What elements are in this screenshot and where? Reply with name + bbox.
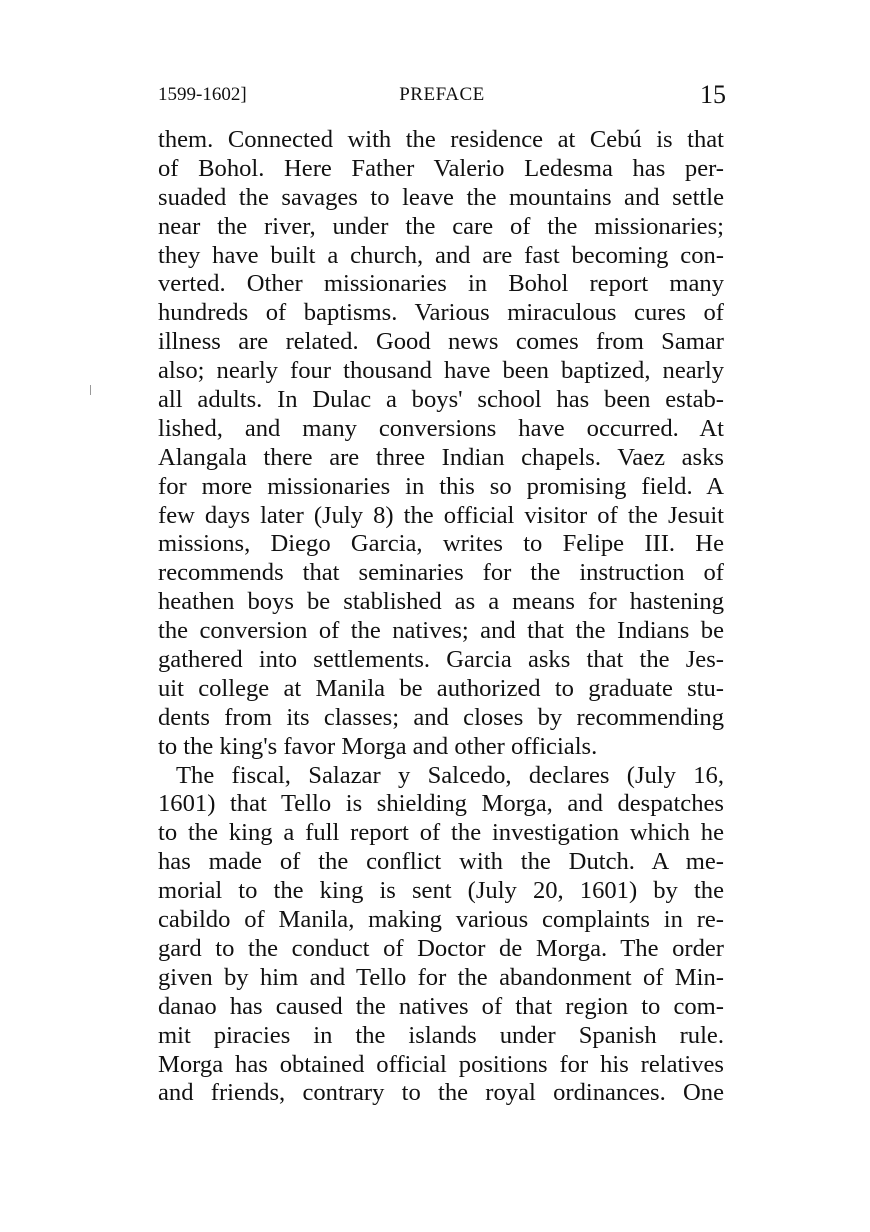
- text-line: Morga has obtained official positions for his relatives: [158, 1050, 724, 1078]
- date-range: 1599-1602]: [158, 84, 247, 105]
- section-title: PREFACE: [399, 84, 485, 105]
- text-line: them. Connected with the residence at Cebú is that: [158, 126, 724, 153]
- text-line: of Bohol. Here Father Valerio Ledesma has per-: [158, 154, 724, 182]
- text-line: Alangala there are three Indian chapels. Vaez asks: [158, 443, 724, 471]
- text-line: lished, and many conversions have occurred. At: [158, 414, 724, 442]
- paragraph: [158, 762, 724, 1109]
- text-line: to the king a full report of the investigation which he: [158, 819, 724, 847]
- paragraph: [158, 126, 724, 762]
- body-text: [158, 126, 724, 1108]
- text-line: cabildo of Manila, making various complaints in re-: [158, 906, 724, 934]
- text-line: also; nearly four thousand have been baptized, nearly: [158, 357, 724, 385]
- text-line: has made of the conflict with the Dutch. A me-: [158, 848, 724, 876]
- text-line: few days later (July 8) the official visitor of the Jesuit: [158, 501, 724, 529]
- margin-mark: [90, 385, 91, 395]
- text-line: suaded the savages to leave the mountains and settle: [158, 183, 724, 211]
- text-line: morial to the king is sent (July 20, 1601) by the: [158, 877, 724, 905]
- text-line: heathen boys be stablished as a means for hastening: [158, 588, 724, 616]
- text-line: verted. Other missionaries in Bohol report many: [158, 270, 724, 298]
- text-line: all adults. In Dulac a boys' school has been estab-: [158, 386, 724, 414]
- text-line: dents from its classes; and closes by recommending: [158, 703, 724, 731]
- text-line: 1601) that Tello is shielding Morga, and despatches: [158, 790, 724, 818]
- text-line: to the king's favor Morga and other officials.: [158, 732, 598, 760]
- running-head: [158, 80, 726, 110]
- text-line: gard to the conduct of Doctor de Morga. The order: [158, 934, 724, 962]
- text-line: they have built a church, and are fast becoming con-: [158, 241, 724, 269]
- page-number: 15: [700, 80, 726, 109]
- text-line: near the river, under the care of the missionaries;: [158, 212, 724, 240]
- text-line: missions, Diego Garcia, writes to Felipe III. He: [158, 530, 724, 558]
- text-line: uit college at Manila be authorized to graduate stu-: [158, 674, 724, 702]
- text-line: the conversion of the natives; and that the Indians be: [158, 617, 724, 645]
- text-line: recommends that seminaries for the instruction of: [158, 559, 724, 587]
- text-line: for more missionaries in this so promising field. A: [158, 472, 724, 500]
- text-line: mit piracies in the islands under Spanish rule.: [158, 1021, 724, 1049]
- text-line: given by him and Tello for the abandonment of Min-: [158, 963, 724, 991]
- text-line: hundreds of baptisms. Various miraculous cures of: [158, 299, 724, 327]
- text-line: and friends, contrary to the royal ordinances. One: [158, 1079, 724, 1107]
- text-line: illness are related. Good news comes from Samar: [158, 328, 724, 356]
- text-line: The fiscal, Salazar y Salcedo, declares (July 16,: [176, 761, 724, 789]
- text-line: danao has caused the natives of that region to com-: [158, 992, 724, 1020]
- text-line: gathered into settlements. Garcia asks that the Jes-: [158, 646, 724, 674]
